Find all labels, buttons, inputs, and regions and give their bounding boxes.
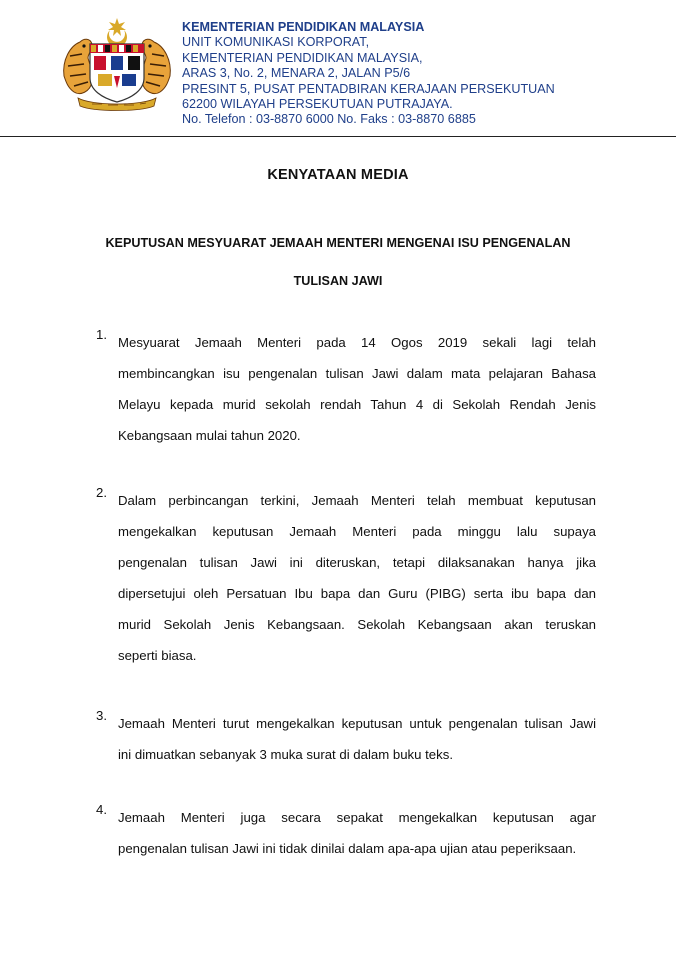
paragraph-line: mengekalkan keputusan Jemaah Menteri pada minggu lalu supaya xyxy=(118,524,596,539)
paragraph-line: murid Sekolah Jenis Kebangsaan. Sekolah Kebangsaan akan teruskan xyxy=(118,617,596,632)
paragraph-line: Kebangsaan mulai tahun 2020. xyxy=(118,428,301,443)
letterhead-line: ARAS 3, No. 2, MENARA 2, JALAN P5/6 xyxy=(182,66,411,81)
document-title: KENYATAAN MEDIA xyxy=(267,167,409,183)
contact-numbers: No. Telefon : 03-8870 6000 No. Faks : 03-8870 6885 xyxy=(182,112,476,127)
letterhead-line: KEMENTERIAN PENDIDIKAN MALAYSIA, xyxy=(182,50,423,65)
paragraph-line: Dalam perbincangan terkini, Jemaah Menteri telah membuat keputusan xyxy=(118,493,596,508)
paragraph-line: Jemaah Menteri turut mengekalkan keputusan untuk pengenalan tulisan Jawi xyxy=(118,716,596,731)
paragraph-line: pengenalan tulisan Jawi ini diteruskan, tetapi dilaksanakan hanya jika xyxy=(118,555,596,570)
paragraph-line: dipersetujui oleh Persatuan Ibu bapa dan Guru (PIBG) serta ibu bapa dan xyxy=(118,586,596,601)
subject-heading: TULISAN JAWI xyxy=(293,274,383,288)
letterhead-address xyxy=(182,20,662,128)
paragraph-2 xyxy=(96,485,596,671)
letterhead-line: UNIT KOMUNIKASI KORPORAT, xyxy=(182,35,370,50)
paragraph-line: ini dimuatkan sebanyak 3 muka surat di dalam buku teks. xyxy=(118,747,453,762)
paragraph-number: 2. xyxy=(96,485,107,500)
paragraph-line: pengenalan tulisan Jawi ini tidak dinilai dalam apa-apa ujian atau peperiksaan. xyxy=(118,841,577,856)
paragraph-number: 3. xyxy=(96,708,107,723)
header-divider xyxy=(0,136,676,137)
paragraph-line: Jemaah Menteri juga secara sepakat mengekalkan keputusan agar xyxy=(118,810,596,825)
paragraph-body xyxy=(118,708,596,770)
paragraph-number: 4. xyxy=(96,802,107,817)
paragraph-1 xyxy=(96,327,596,451)
paragraph-line: Mesyuarat Jemaah Menteri pada 14 Ogos 2019 sekali lagi telah xyxy=(118,335,596,350)
paragraph-line: seperti biasa. xyxy=(118,648,197,663)
coat-of-arms-logo xyxy=(58,16,176,112)
paragraph-line: membincangkan isu pengenalan tulisan Jawi dalam mata pelajaran Bahasa xyxy=(118,366,596,381)
paragraph-line: Melayu kepada murid sekolah rendah Tahun 4 di Sekolah Rendah Jenis xyxy=(118,397,596,412)
paragraph-4 xyxy=(96,802,596,864)
letterhead-line: 62200 WILAYAH PERSEKUTUAN PUTRAJAYA. xyxy=(182,97,453,112)
paragraph-number: 1. xyxy=(96,327,107,342)
ministry-name: KEMENTERIAN PENDIDIKAN MALAYSIA xyxy=(182,20,425,34)
paragraph-body xyxy=(118,802,596,864)
paragraph-body xyxy=(118,485,596,671)
paragraph-body xyxy=(118,327,596,451)
letterhead-line: PRESINT 5, PUSAT PENTADBIRAN KERAJAAN PERSEKUTUAN xyxy=(182,81,555,96)
paragraph-3 xyxy=(96,708,596,770)
subject-heading: KEPUTUSAN MESYUARAT JEMAAH MENTERI MENGENAI ISU PENGENALAN xyxy=(105,236,571,250)
